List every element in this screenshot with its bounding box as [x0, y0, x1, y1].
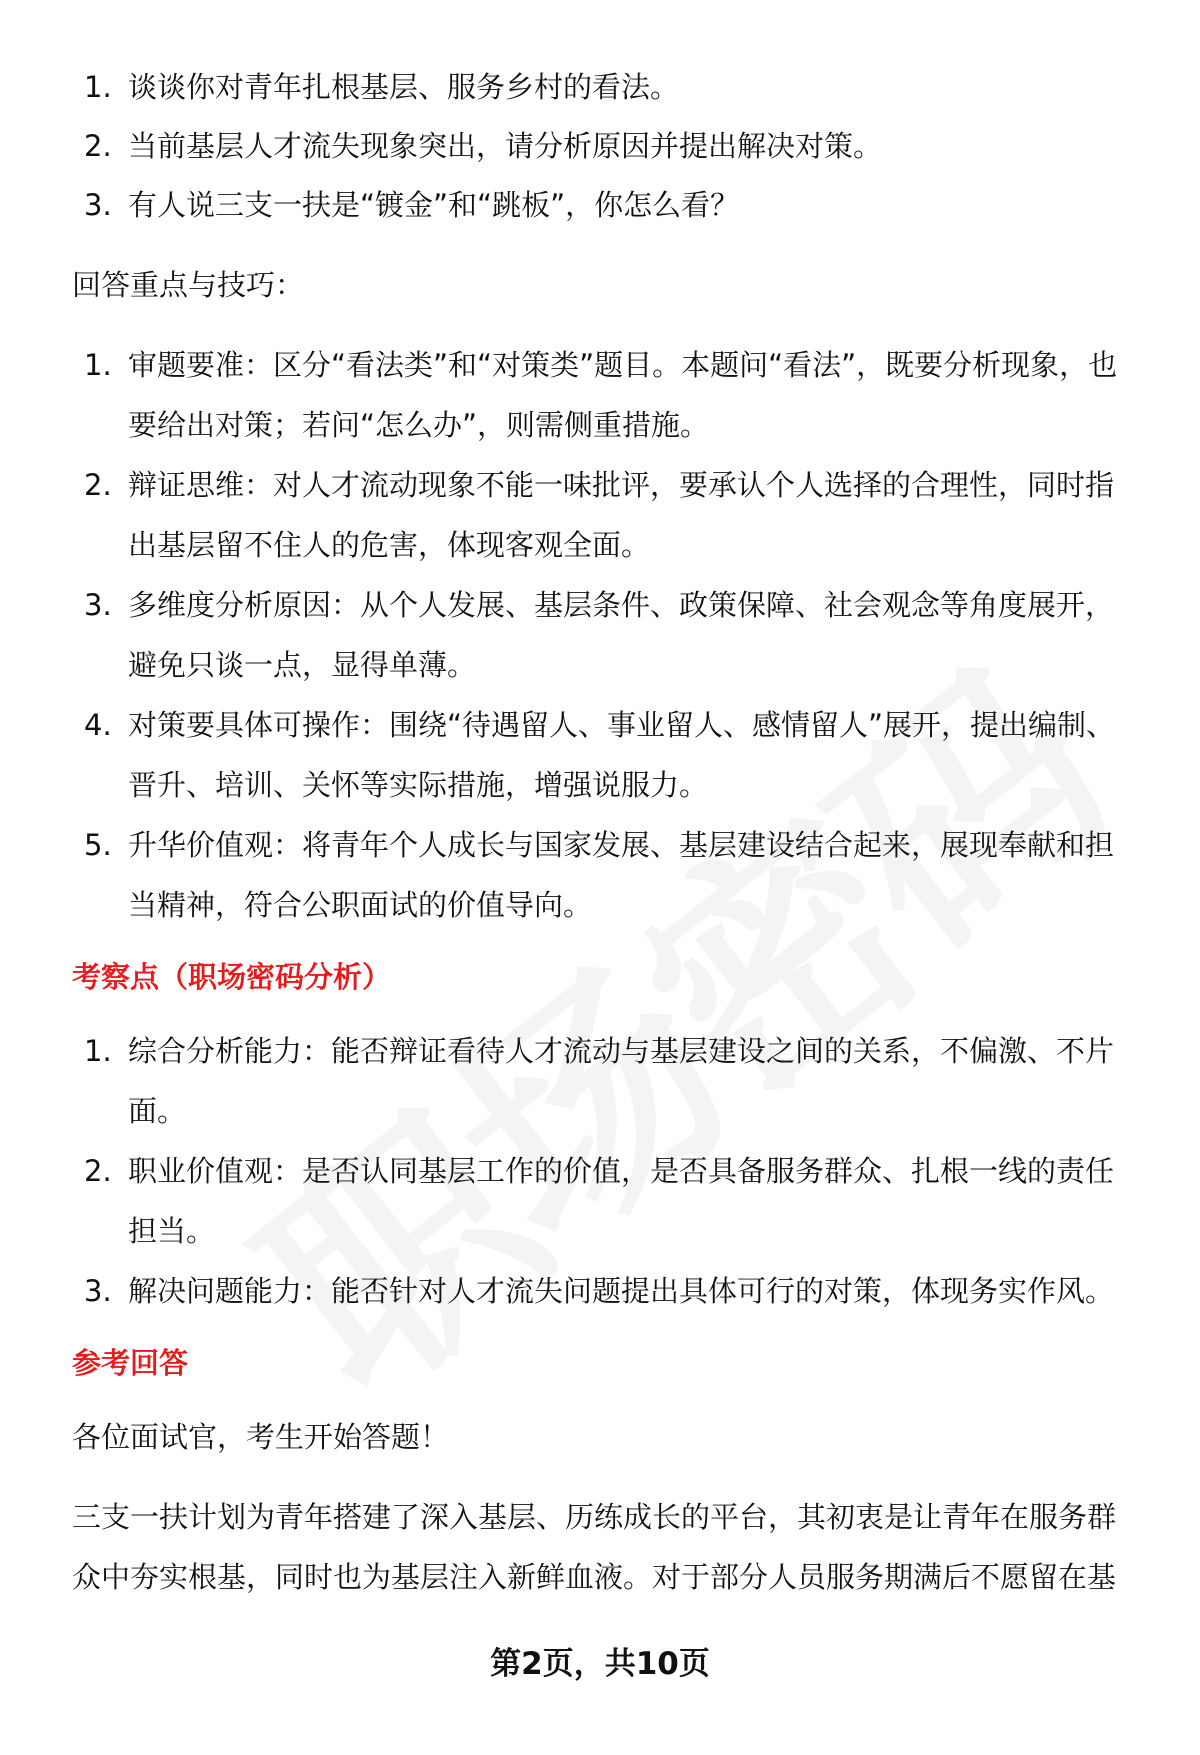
section-heading-points: 考察点（职场密码分析）: [72, 960, 392, 994]
answer-paragraph: 各位面试官，考生开始答题！: [72, 1420, 450, 1454]
page-content: [72, 58, 1142, 1607]
list-text: 多维度分析原因：从个人发展、基层条件、政策保障、社会观念等角度展开，避免只谈一点，显得单薄。: [128, 588, 1115, 682]
list-number: 1.: [84, 348, 112, 382]
list-number: 4.: [84, 708, 112, 742]
page-footer: 第2页，共10页: [490, 1646, 710, 1682]
tips-heading: 回答重点与技巧：: [72, 268, 305, 302]
list-item: [72, 1021, 1142, 1141]
list-item: [72, 455, 1142, 575]
list-text: 综合分析能力：能否辩证看待人才流动与基层建设之间的关系，不偏激、不片面。: [128, 1034, 1115, 1128]
tips-list: [72, 335, 1142, 935]
list-number: 3.: [84, 188, 112, 222]
list-text: 辩证思维：对人才流动现象不能一味批评，要承认个人选择的合理性，同时指出基层留不住人的危害，体现客观全面。: [128, 468, 1115, 562]
list-item: [72, 1261, 1142, 1321]
list-text: 职业价值观：是否认同基层工作的价值，是否具备服务群众、扎根一线的责任担当。: [128, 1154, 1115, 1248]
list-text: 谈谈你对青年扎根基层、服务乡村的看法。: [128, 70, 680, 104]
list-text: 当前基层人才流失现象突出，请分析原因并提出解决对策。: [128, 129, 883, 163]
list-text: 解决问题能力：能否针对人才流失问题提出具体可行的对策，体现务实作风。: [128, 1274, 1115, 1308]
list-item: [72, 335, 1142, 455]
list-item: [72, 1141, 1142, 1261]
list-item: [72, 117, 1142, 176]
list-item: [72, 176, 1142, 235]
list-item: [72, 575, 1142, 695]
list-number: 1.: [84, 1034, 112, 1068]
list-number: 3.: [84, 1274, 112, 1308]
list-number: 2.: [84, 129, 112, 163]
list-text: 对策要具体可操作：围绕“待遇留人、事业留人、感情留人”展开，提出编制、晋升、培训、关怀等实际措施，增强说服力。: [128, 708, 1116, 802]
list-text: 有人说三支一扶是“镀金”和“跳板”，你怎么看？: [128, 188, 740, 222]
section-heading-answer: 参考回答: [72, 1346, 189, 1380]
list-text: 升华价值观：将青年个人成长与国家发展、基层建设结合起来，展现奉献和担当精神，符合公职面试的价值导向。: [128, 828, 1115, 922]
list-number: 2.: [84, 468, 112, 502]
list-number: 5.: [84, 828, 112, 862]
list-item: [72, 695, 1142, 815]
list-item: [72, 58, 1142, 117]
list-number: 1.: [84, 70, 112, 104]
points-list: [72, 1021, 1142, 1321]
answer-paragraph: 三支一扶计划为青年搭建了深入基层、历练成长的平台，其初衷是让青年在服务群众中夯实根基，同时也为基层注入新鲜血液。对于部分人员服务期满后不愿留在基: [72, 1500, 1117, 1594]
list-number: 3.: [84, 588, 112, 622]
question-list: [72, 58, 1142, 235]
list-text: 审题要准：区分“看法类”和“对策类”题目。本题问“看法”，既要分析现象，也要给出对策；若问“怎么办”，则需侧重措施。: [128, 348, 1118, 442]
list-item: [72, 815, 1142, 935]
list-number: 2.: [84, 1154, 112, 1188]
